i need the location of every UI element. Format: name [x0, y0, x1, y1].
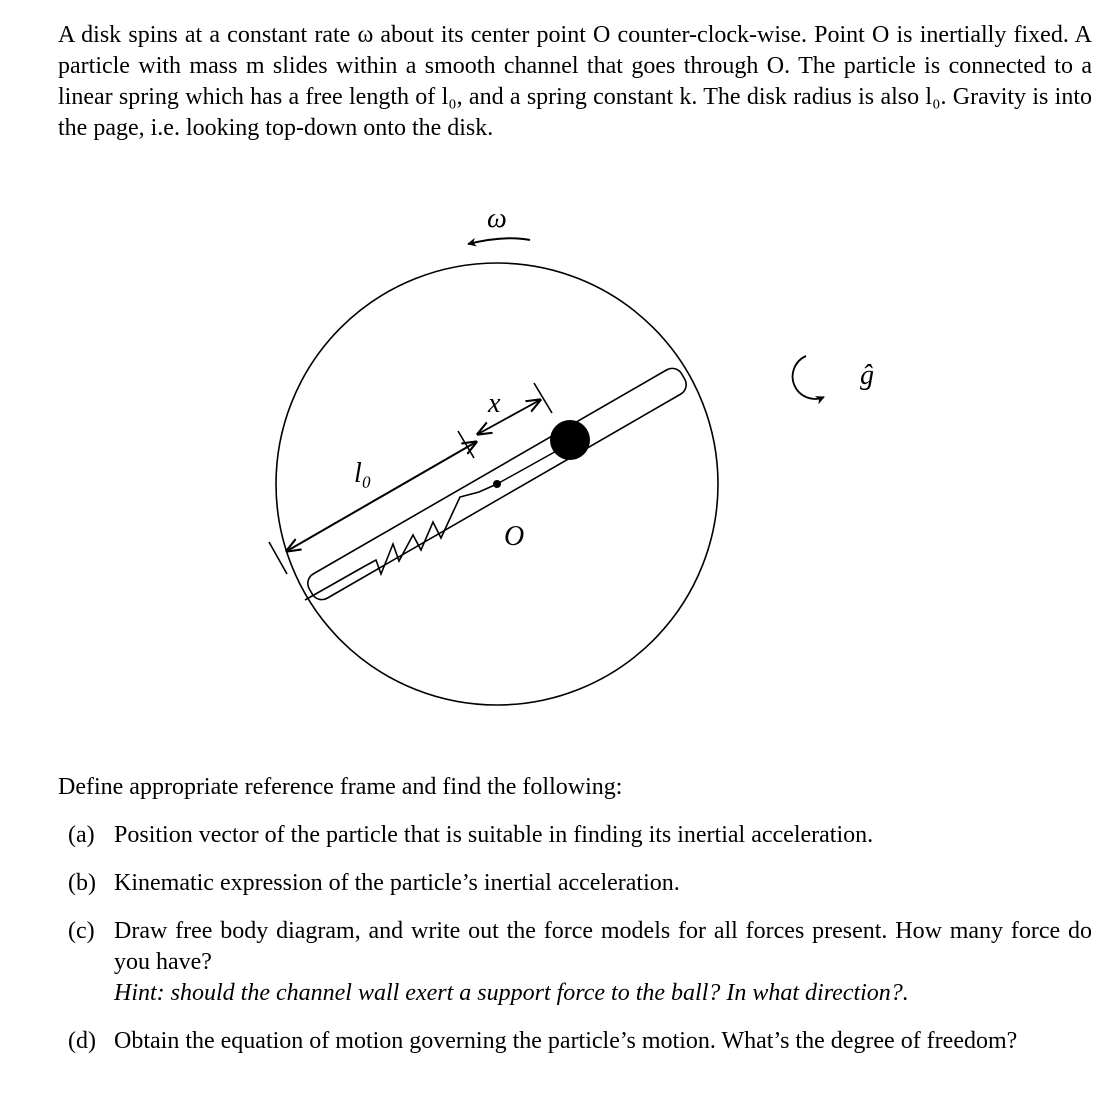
question-text: Kinematic expression of the particle’s inertial acceleration.: [114, 870, 680, 896]
question-text: Draw free body diagram, and write out the force models for all forces present. How many force do you have?: [114, 918, 1092, 975]
omega-arrow: [468, 238, 530, 244]
gravity-rotation-icon: [793, 356, 824, 399]
question-hint: Hint: should the channel wall exert a support force to the ball? In what direction?.: [114, 980, 909, 1006]
question-tag: (a): [68, 822, 95, 848]
o-label: O: [504, 521, 525, 552]
question-tag: (d): [68, 1028, 96, 1054]
questions-intro: Define appropriate reference frame and find the following:: [58, 774, 623, 800]
question-list: [58, 820, 1092, 1057]
particle-ball: [550, 420, 590, 460]
question-tag: (b): [68, 870, 96, 896]
x-label: x: [488, 388, 501, 419]
g-hat-label: ĝ: [860, 360, 874, 391]
question-text: Position vector of the particle that is suitable in finding its inertial acceleration.: [114, 822, 874, 848]
problem-statement: A disk spins at a constant rate ω about its center point O counter-clock-wise. Point O is inertially fixed. A particle with mass m slides within a smooth channel that goes through O. The particle is connected to a linear spring which has a free length of l₀, and a spring constant k. The disk radius is also l₀. Gravity is into the page, i.e. looking top-down onto the disk.: [58, 22, 1092, 141]
question-item: [58, 1026, 1092, 1057]
l0-label: l₀: [354, 458, 372, 489]
question-item: [58, 868, 1092, 899]
question-item: [58, 916, 1092, 1009]
questions-section: [58, 772, 1092, 1057]
ball-rod: [497, 449, 560, 484]
omega-label: ω: [487, 203, 507, 234]
x-end-tick: [534, 383, 552, 413]
spring: [305, 484, 497, 600]
question-text: Obtain the equation of motion governing the particle’s motion. What’s the degree of freedom?: [114, 1028, 1018, 1054]
question-item: [58, 820, 1092, 851]
question-tag: (c): [68, 918, 95, 944]
